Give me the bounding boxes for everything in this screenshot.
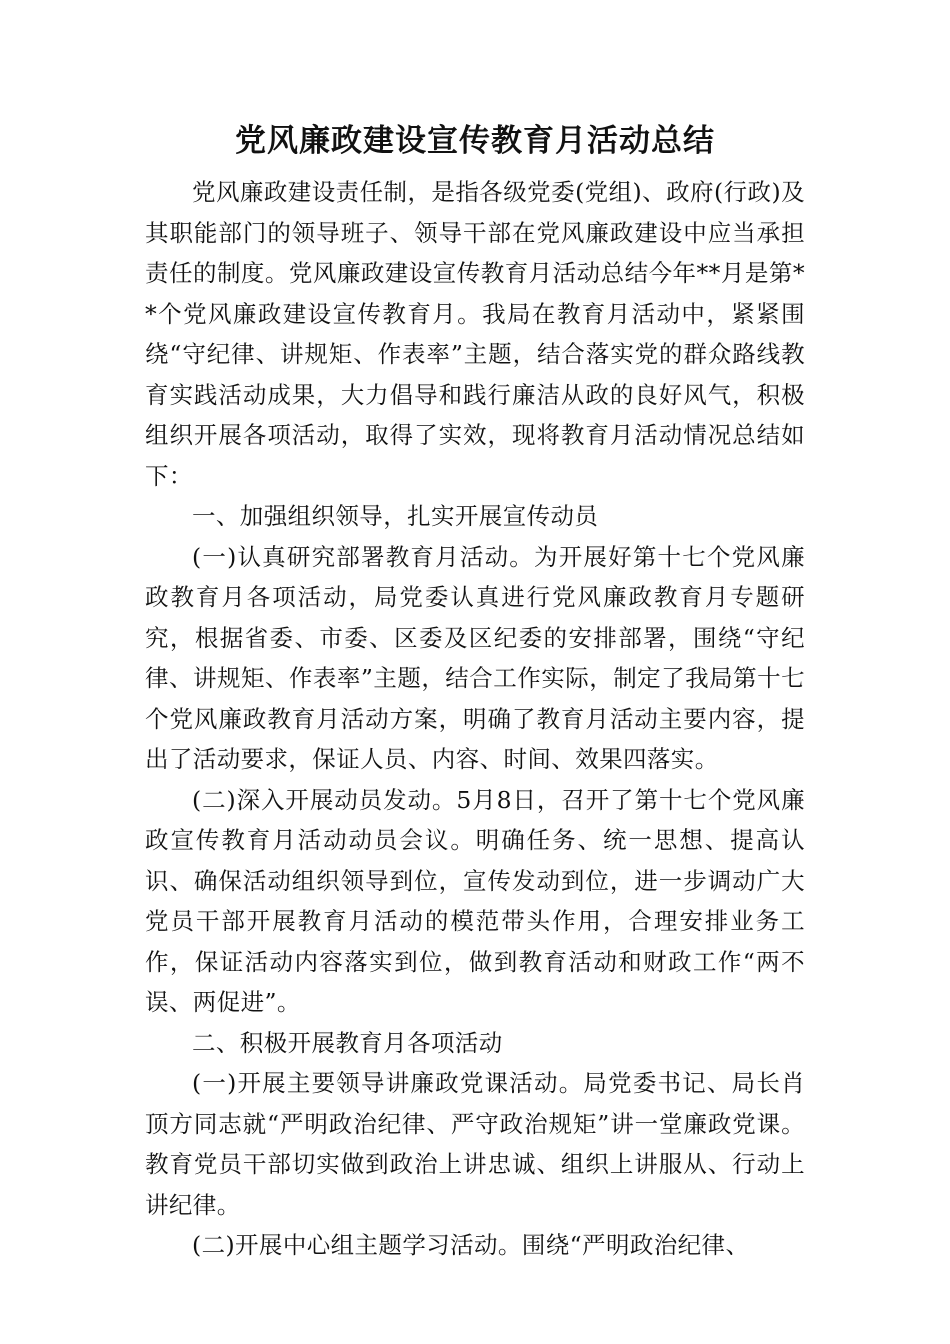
paragraph-intro: 党风廉政建设责任制，是指各级党委(党组)、政府(行政)及其职能部门的领导班子、领导干部在党风廉政建设中应当承担责任的制度。党风廉政建设宣传教育月活动总结今年**月是第**个党风廉政建设宣传教育月。我局在教育月活动中，紧紧围绕“守纪律、讲规矩、作表率”主题，结合落实党的群众路线教育实践活动成果，大力倡导和践行廉洁从政的良好风气，积极组织开展各项活动，取得了实效，现将教育月活动情况总结如下： (145, 178, 805, 490)
document-page (145, 118, 805, 1266)
paragraph-2-2: (二)开展中心组主题学习活动。围绕“严明政治纪律、 (192, 1231, 750, 1259)
paragraph-2-1: (一)开展主要领导讲廉政党课活动。局党委书记、局长肖顶方同志就“严明政治纪律、严守政治规矩”讲一堂廉政党课。教育党员干部切实做到政治上讲忠诚、组织上讲服从、行动上讲纪律。 (145, 1069, 805, 1219)
document-title: 党风廉政建设宣传教育月活动总结 (235, 123, 715, 159)
paragraph-1-1: (一)认真研究部署教育月活动。为开展好第十七个党风廉政教育月各项活动，局党委认真进行党风廉政教育月专题研究，根据省委、市委、区委及区纪委的安排部署，围绕“守纪律、讲规矩、作表率”主题，结合工作实际，制定了我局第十七个党风廉政教育月活动方案，明确了教育月活动主要内容，提出了活动要求，保证人员、内容、时间、效果四落实。 (145, 542, 805, 773)
section-heading-1: 一、加强组织领导，扎实开展宣传动员 (192, 502, 599, 530)
paragraph-1-2: (二)深入开展动员发动。5月8日，召开了第十七个党风廉政宣传教育月活动动员会议。明确任务、统一思想、提高认识、确保活动组织领导到位，宣传发动到位，进一步调动广大党员干部开展教育月活动的模范带头作用，合理安排业务工作，保证活动内容落实到位，做到教育活动和财政工作“两不误、两促进”。 (145, 785, 805, 1016)
section-heading-2: 二、积极开展教育月各项活动 (192, 1028, 503, 1057)
